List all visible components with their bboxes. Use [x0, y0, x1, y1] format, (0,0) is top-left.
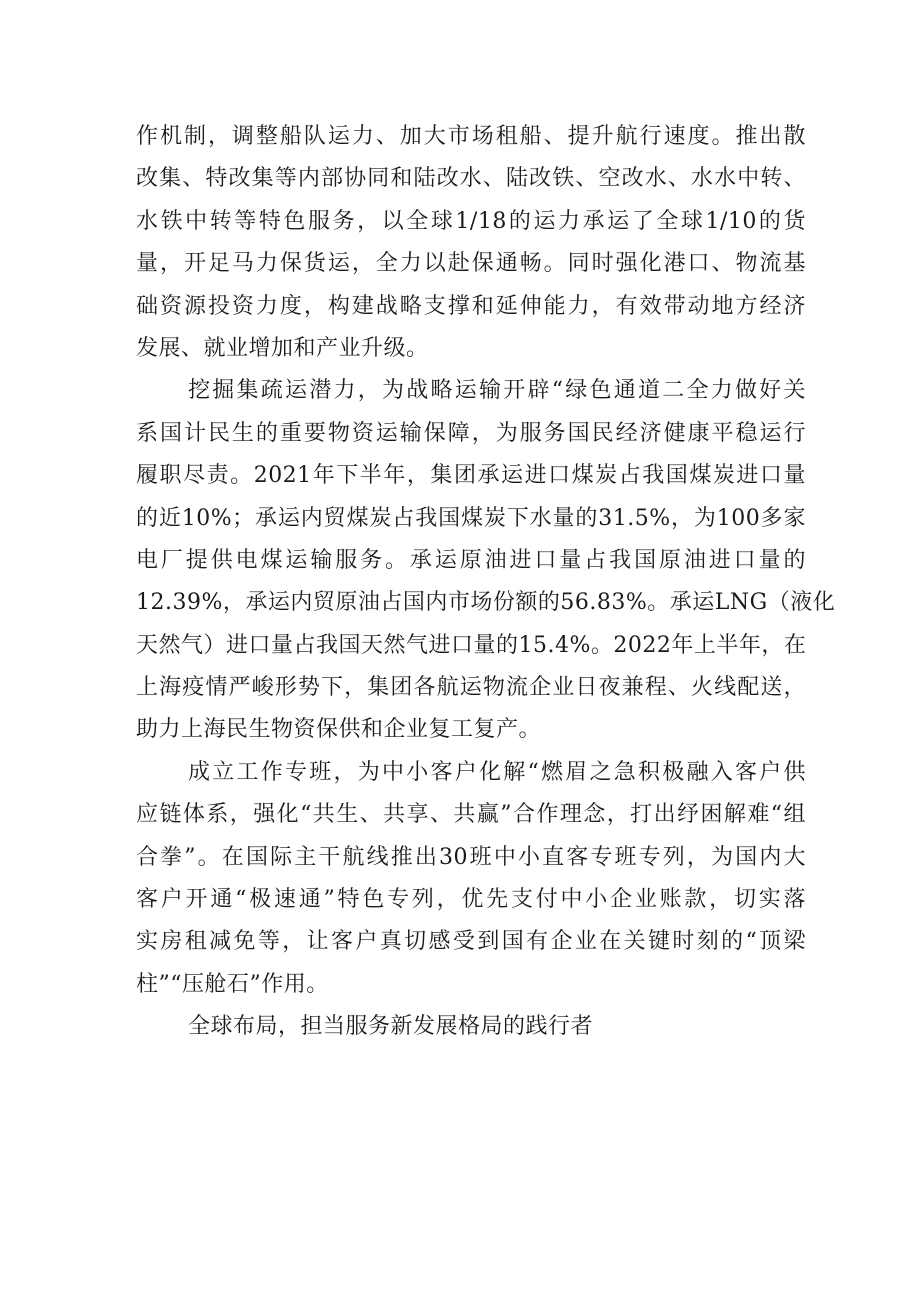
text-line: 履职尽责。2021年下半年，集团承运进口煤炭占我国煤炭进口量: [136, 463, 806, 489]
paragraph-1: [136, 116, 806, 370]
text-line: 系国计民生的重要物资运输保障，为服务国民经济健康平稳运行: [136, 420, 806, 446]
body-text: [136, 116, 836, 1049]
text-line: 柱”“压舱石”作用。: [136, 971, 329, 997]
text-line: 12.39%，承运内贸原油占国内市场份额的56.83%。承运LNG（液化: [136, 590, 836, 616]
text-line: 的近10%；承运内贸煤炭占我国煤炭下水量的31.5%，为100多家: [136, 505, 806, 531]
text-line: 成立工作专班，为中小客户化解“燃眉之急积极融入客户供: [188, 759, 806, 785]
text-line: 作机制，调整船队运力、加大市场租船、提升航行速度。推出散: [136, 124, 806, 149]
text-line: 上海疫情严峻形势下，集团各航运物流企业日夜兼程、火线配送，: [136, 675, 806, 701]
text-line: 改集、特改集等内部协同和陆改水、陆改铁、空改水、水水中转、: [136, 166, 806, 192]
text-line: 水铁中转等特色服务，以全球1/18的运力承运了全球1/10的货: [136, 208, 806, 234]
text-line: 合拳”。在国际主干航线推出30班中小直客专班专列，为国内大: [136, 844, 806, 870]
text-line: 挖掘集疏运潜力，为战略运输开辟“绿色通道二全力做好关: [188, 378, 806, 404]
text-line: 础资源投资力度，构建战略支撑和延伸能力，有效带动地方经济: [136, 293, 806, 319]
text-line: 发展、就业增加和产业升级。: [136, 335, 429, 361]
text-line: 量，开足马力保货运，全力以赴保通畅。同时强化港口、物流基: [136, 251, 806, 277]
text-line: 客户开通“极速通”特色专列，优先支付中小企业账款，切实落: [136, 887, 806, 913]
paragraph-3: [136, 752, 806, 1006]
text-line: 应链体系，强化“共生、共享、共赢”合作理念，打出纾困解难“组: [136, 802, 806, 828]
text-line: 实房租减免等，让客户真切感受到国有企业在关键时刻的“顶梁: [136, 929, 806, 955]
paragraph-2: [136, 370, 836, 752]
text-line: 助力上海民生物资保供和企业复工复产。: [136, 717, 542, 743]
text-line: 电厂提供电煤运输服务。承运原油进口量占我国原油进口量的: [136, 547, 806, 573]
text-line: 天然气）进口量占我国天然气进口量的15.4%。2022年上半年，在: [136, 632, 807, 658]
paragraph-4: [136, 1006, 806, 1048]
section-heading: 全球布局，担当服务新发展格局的践行者: [188, 1014, 594, 1040]
